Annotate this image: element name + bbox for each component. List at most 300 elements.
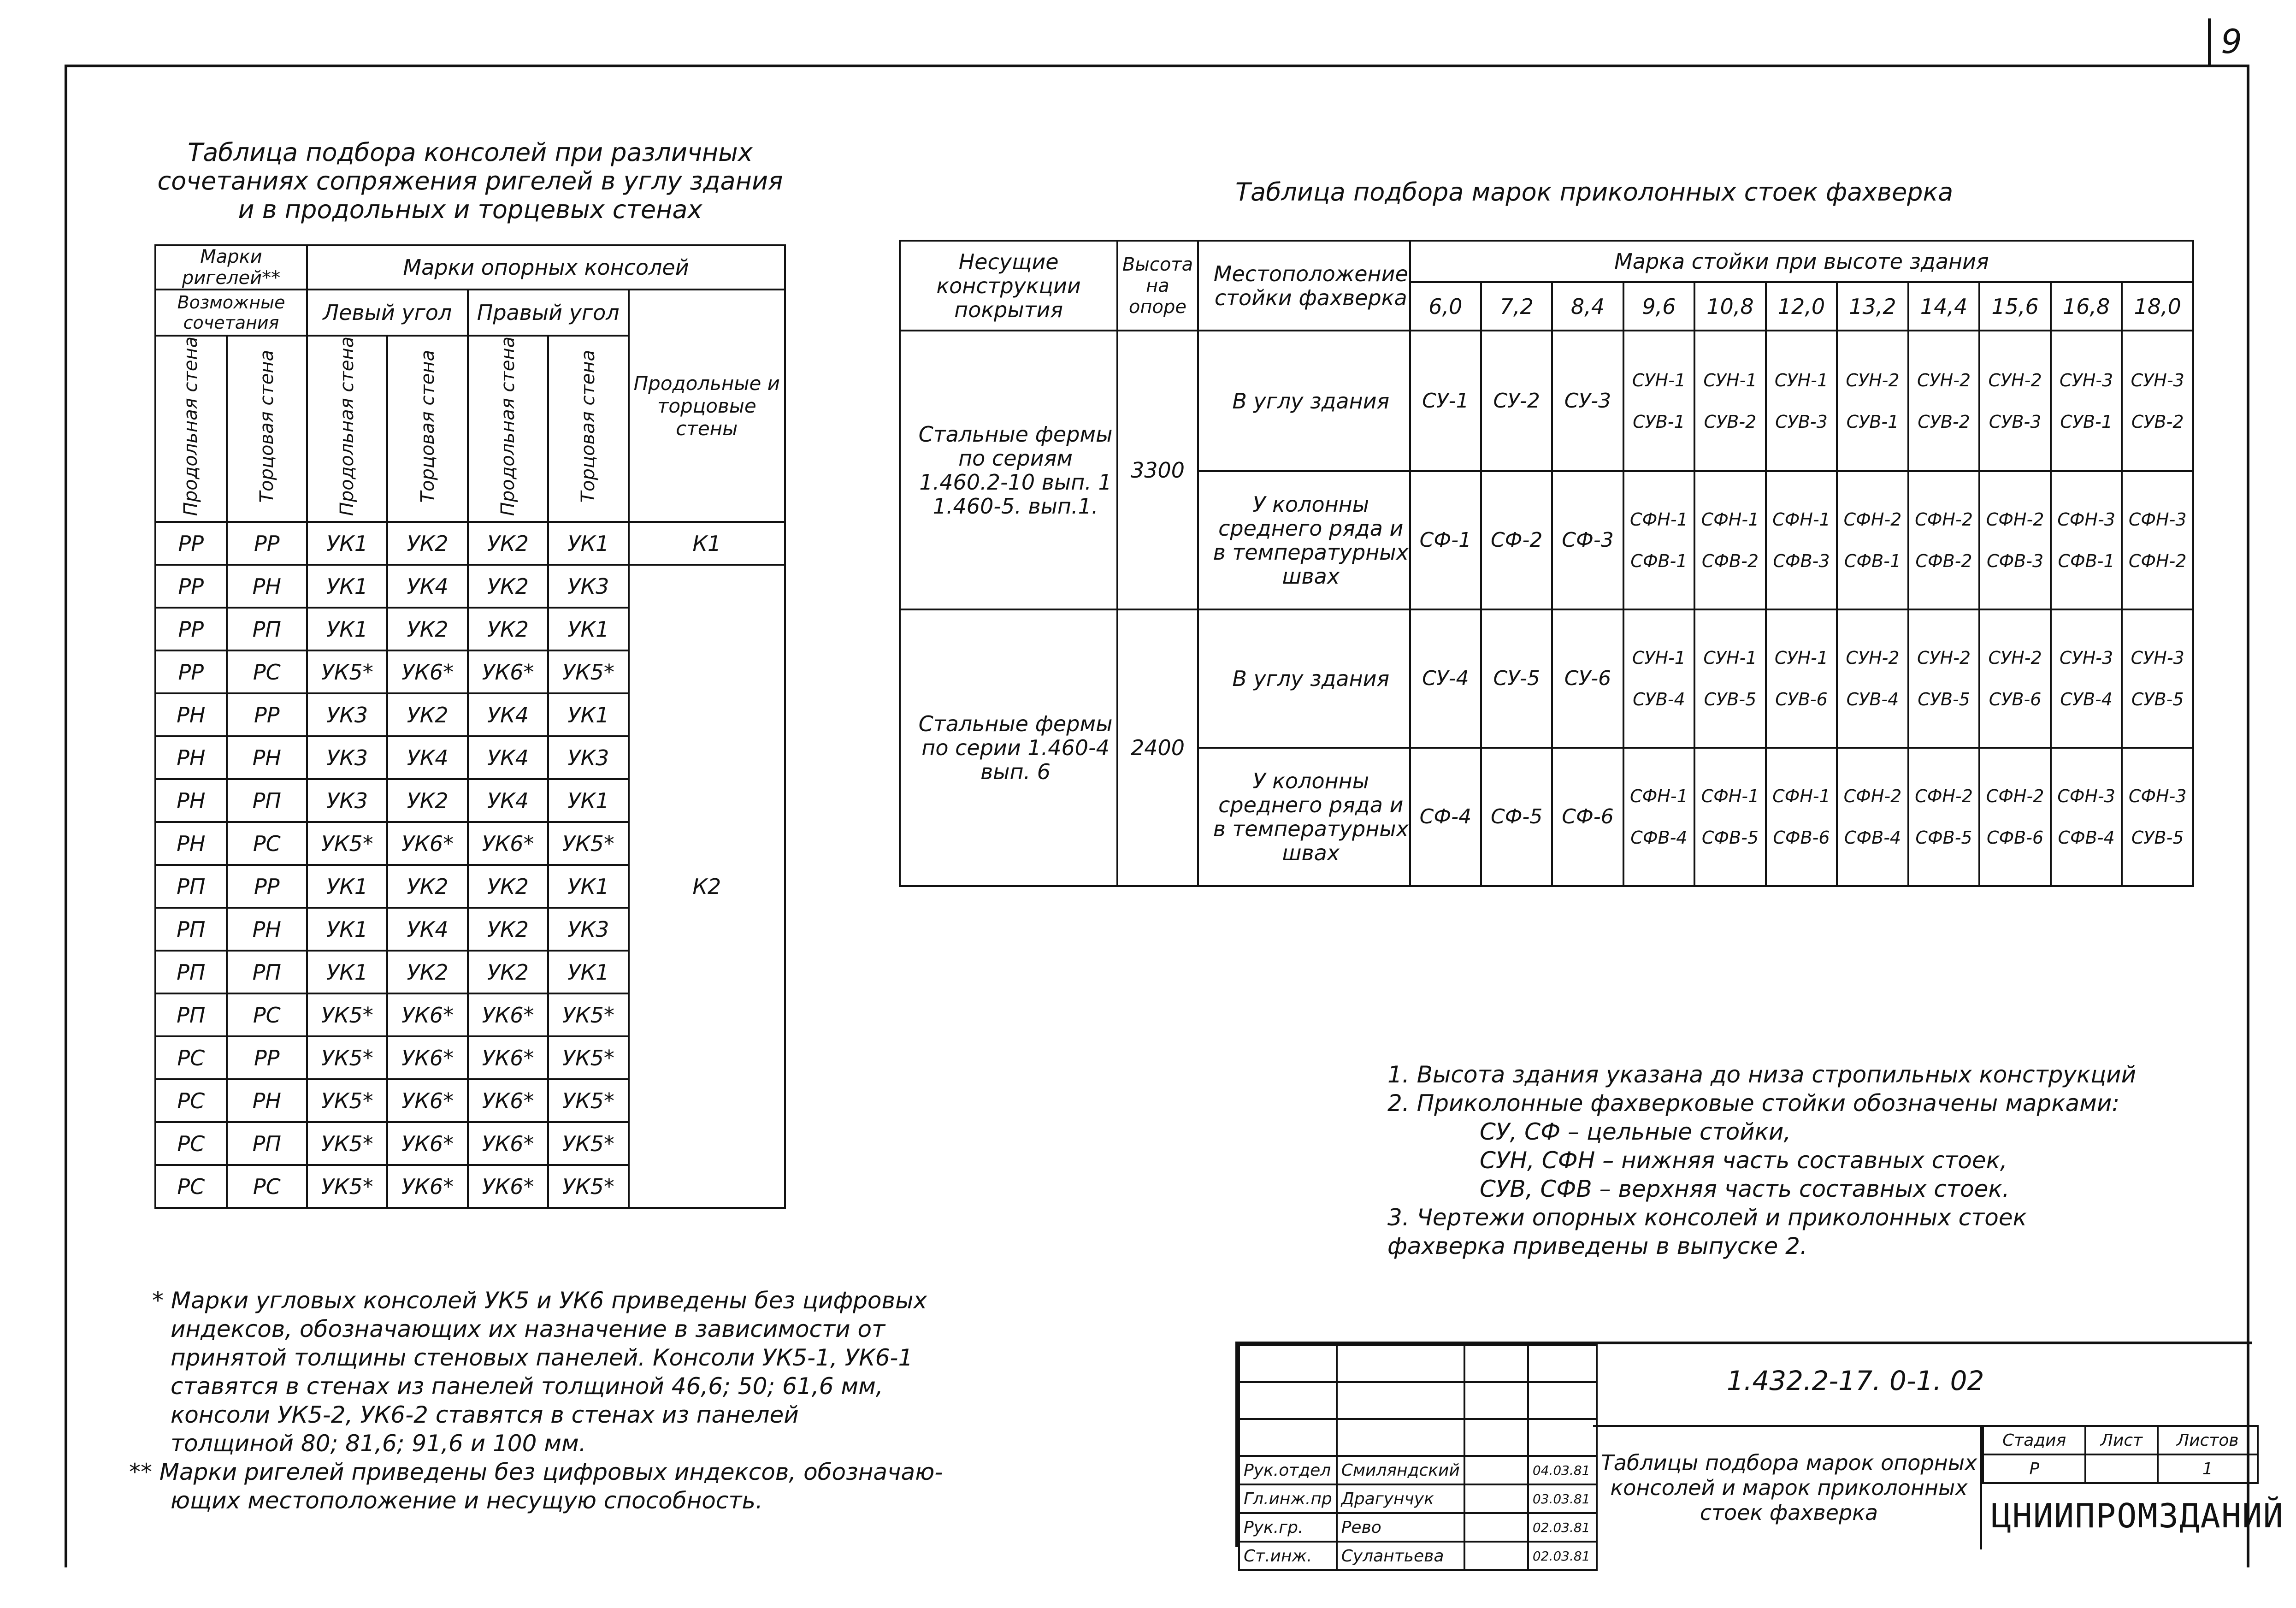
header-rigel-marks: Марки ригелей** (155, 245, 307, 290)
loc-middle-2: У колонны среднего ряда и в температурных швах (1198, 748, 1410, 886)
consoles-cell: УК2 (387, 951, 467, 993)
mark-value: СФВ-2 (1915, 551, 1972, 571)
mark-value: СФН-1 (1630, 509, 1688, 530)
consoles-cell: УК4 (468, 736, 548, 779)
consoles-cell: УК5* (307, 650, 387, 693)
consoles-cell: УК6* (468, 1165, 548, 1208)
signature (1464, 1484, 1528, 1513)
mark-value: СФВ-6 (1773, 828, 1830, 848)
mark-value: СУН-2 (1988, 370, 2042, 390)
mark-value: СФ-3 (1562, 528, 1614, 552)
person-date: 02.03.81 (1528, 1513, 1597, 1542)
consoles-cell: РН (227, 1079, 307, 1122)
mark-cell (1481, 748, 1552, 886)
note-2b: СУН, СФН – нижняя часть составных стоек, (1480, 1147, 2007, 1174)
sheet-label: Лист (2085, 1426, 2157, 1454)
footnote-1-line-1: * Марки угловых консолей УК5 и УК6 приведены без цифровых (152, 1287, 927, 1314)
mark-cell (1908, 331, 1980, 471)
mark-value: СУВ-5 (2131, 828, 2184, 848)
consoles-cell: РР (227, 865, 307, 908)
sheets-label: Листов (2158, 1426, 2258, 1454)
consoles-cell: РС (227, 650, 307, 693)
mark-value: СУВ-5 (1918, 689, 1970, 709)
col-right-end: Торцовая стена (548, 336, 628, 522)
consoles-cell: УК5* (307, 1122, 387, 1165)
height-header: 16,8 (2051, 282, 2122, 331)
col-right-long: Продольная стена (468, 336, 548, 522)
mark-cell (2051, 331, 2122, 471)
header-combos: Возможные сочетания (155, 290, 307, 336)
loc-middle-1: У колонны среднего ряда и в температурных швах (1198, 471, 1410, 609)
consoles-cell: РН (155, 736, 227, 779)
consoles-cell: УК3 (307, 736, 387, 779)
consoles-cell: РП (227, 1122, 307, 1165)
signature (1464, 1456, 1528, 1484)
consoles-cell: УК6* (387, 993, 467, 1036)
height-header: 13,2 (1837, 282, 1908, 331)
footnote-2-line-1: ** Марки ригелей приведены без цифровых индексов, обозначаю- (129, 1459, 943, 1485)
consoles-cell: УК2 (468, 565, 548, 608)
sheet-value (2085, 1454, 2157, 1483)
consoles-cell: УК2 (387, 693, 467, 736)
consoles-cell: УК1 (548, 522, 628, 565)
mark-cell (1694, 331, 1766, 471)
consoles-cell: УК5* (307, 822, 387, 865)
consoles-cell: УК1 (548, 951, 628, 993)
mark-cell (2122, 471, 2193, 609)
mark-value: СФ-4 (1419, 805, 1472, 828)
mark-value: СУН-3 (2131, 370, 2184, 390)
mark-cell (2122, 748, 2193, 886)
consoles-cell: УК5* (307, 1165, 387, 1208)
consoles-cell: УК6* (387, 1122, 467, 1165)
consoles-cell: УК4 (468, 779, 548, 822)
col-longitudinal: Продольная стена (155, 336, 227, 522)
mark-value: СФВ-5 (1701, 828, 1759, 848)
consoles-cell: УК1 (307, 908, 387, 951)
note-3: 3. Чертежи опорных консолей и приколонных стоек фахверка приведены в выпуске 2. (1387, 1204, 2027, 1259)
title-block (1235, 1342, 2284, 1566)
consoles-cell: УК6* (468, 1122, 548, 1165)
mark-value: СФ-6 (1562, 805, 1614, 828)
stage-box (1980, 1425, 2284, 1549)
stage-value: Р (1983, 1454, 2085, 1483)
mark-cell (1623, 609, 1695, 748)
height-header: 18,0 (2122, 282, 2193, 331)
notes (1387, 1060, 2208, 1260)
signature-row (1239, 1513, 1597, 1542)
stage-label: Стадия (1983, 1426, 2085, 1454)
h-height-on-support: Высота на опоре (1117, 241, 1198, 331)
signature-row (1239, 1484, 1597, 1513)
mark-value: СУВ-1 (1633, 411, 1685, 432)
consoles-cell: УК2 (468, 865, 548, 908)
organization-logo: ЦНИИПРОМЗДАНИЙ (1991, 1496, 2284, 1535)
consoles-cell: УК6* (468, 822, 548, 865)
person-role: Ст.инж. (1239, 1542, 1337, 1570)
note-2c: СУВ, СФВ – верхняя часть составных стоек. (1480, 1176, 2010, 1202)
mark-value: СУВ-2 (2131, 411, 2184, 432)
mark-value: СУН-1 (1703, 648, 1757, 668)
mark-value: СФН-1 (1772, 786, 1830, 806)
loc-corner-2: В углу здания (1198, 609, 1410, 748)
mark-cell (1481, 331, 1552, 471)
mark-value: СФН-1 (1701, 786, 1759, 806)
consoles-cell: РС (155, 1122, 227, 1165)
consoles-cell: УК6* (468, 1079, 548, 1122)
mark-value: СУВ-2 (1704, 411, 1757, 432)
mark-value: СФН-3 (2057, 786, 2115, 806)
person-date: 02.03.81 (1528, 1542, 1597, 1570)
col-left-end: Торцовая стена (387, 336, 467, 522)
consoles-cell: УК3 (548, 736, 628, 779)
height-header: 9,6 (1623, 282, 1695, 331)
mark-cell (1481, 471, 1552, 609)
mark-value: СУВ-4 (1846, 689, 1899, 709)
consoles-cell: УК6* (387, 650, 467, 693)
consoles-cell: РН (227, 908, 307, 951)
person-date: 04.03.81 (1528, 1456, 1597, 1484)
mark-value: СФВ-1 (1630, 551, 1688, 571)
h-location: Местоположение стойки фахверка (1198, 241, 1410, 331)
consoles-cell: УК4 (387, 565, 467, 608)
consoles-cell: РР (155, 522, 227, 565)
header-right-corner: Правый угол (468, 290, 629, 336)
group2-height: 2400 (1117, 609, 1198, 886)
mark-value: СФВ-4 (1844, 828, 1901, 848)
person-role: Рук.гр. (1239, 1513, 1337, 1542)
consoles-cell: УК2 (387, 608, 467, 650)
mark-value: СУН-2 (1846, 370, 1900, 390)
mark-cell (1623, 748, 1695, 886)
mark-value: СУВ-6 (1989, 689, 2042, 709)
mark-value: СУВ-5 (2131, 689, 2184, 709)
consoles-row (155, 522, 785, 565)
mark-value: СУ-2 (1493, 389, 1540, 413)
mark-cell (1552, 748, 1623, 886)
mark-value: СФН-3 (2057, 509, 2115, 530)
mark-value: СФН-2 (1843, 509, 1902, 530)
footnote-1-line-5: консоли УК5-2, УК6-2 ставятся в стенах из панелей (171, 1401, 799, 1428)
mark-value: СУВ-4 (2060, 689, 2113, 709)
group2-label: Стальные фермы по серии 1.460-4 вып. 6 (900, 609, 1117, 886)
loc-corner-1: В углу здания (1198, 331, 1410, 471)
signature-row (1239, 1456, 1597, 1484)
height-header: 7,2 (1481, 282, 1552, 331)
consoles-cell: УК5* (307, 1079, 387, 1122)
person-name: Драгунчук (1337, 1484, 1464, 1513)
mark-value: СУВ-4 (1633, 689, 1685, 709)
consoles-cell: УК5* (548, 822, 628, 865)
mark-value: СУН-1 (1774, 370, 1829, 390)
footnotes (129, 1286, 982, 1515)
consoles-cell: УК2 (387, 522, 467, 565)
signature (1464, 1513, 1528, 1542)
mark-value: СФВ-1 (1844, 551, 1901, 571)
page-number: 9 (2208, 18, 2252, 65)
mark-value: СФ-2 (1490, 528, 1543, 552)
fachwerk-columns-table (899, 240, 2194, 887)
mark-value: СФН-1 (1630, 786, 1688, 806)
k1-cell: К1 (629, 522, 785, 565)
left-table-title: Таблица подбора консолей при различных сочетаниях сопряжения ригелей в углу здания и в продольных и торцевых стенах (157, 138, 783, 224)
consoles-cell: УК2 (468, 951, 548, 993)
consoles-cell: РН (155, 693, 227, 736)
mark-value: СУВ-2 (1918, 411, 1970, 432)
height-header: 12,0 (1766, 282, 1837, 331)
mark-value: СФ-5 (1490, 805, 1543, 828)
person-role: Гл.инж.пр (1239, 1484, 1337, 1513)
mark-cell (1837, 609, 1908, 748)
mark-value: СУ-4 (1422, 667, 1469, 690)
mark-value: СФН-2 (2128, 551, 2187, 571)
mark-cell (1837, 471, 1908, 609)
consoles-cell: УК2 (387, 779, 467, 822)
signature-grid (1238, 1344, 1598, 1571)
mark-cell (1552, 331, 1623, 471)
mark-cell (2051, 471, 2122, 609)
mark-cell (1766, 609, 1837, 748)
mark-value: СУН-2 (1917, 370, 1971, 390)
consoles-cell: УК3 (307, 779, 387, 822)
consoles-cell: УК5* (307, 1036, 387, 1079)
consoles-cell: УК5* (548, 993, 628, 1036)
consoles-cell: УК6* (468, 993, 548, 1036)
mark-cell (1694, 471, 1766, 609)
mark-cell (1908, 471, 1980, 609)
mark-cell (2122, 609, 2193, 748)
mark-value: СФВ-4 (2058, 828, 2115, 848)
mark-value: СУВ-1 (1846, 411, 1899, 432)
header-left-corner: Левый угол (307, 290, 468, 336)
footnote-1-line-3: принятой толщины стеновых панелей. Консоли УК5-1, УК6-1 (171, 1344, 913, 1371)
mark-value: СФН-2 (1915, 509, 1973, 530)
mark-value: СУ-1 (1422, 389, 1469, 413)
mark-value: СФН-1 (1701, 509, 1759, 530)
consoles-cell: РР (155, 608, 227, 650)
mark-cell (1552, 609, 1623, 748)
mark-cell (1410, 748, 1481, 886)
consoles-cell: РС (155, 1036, 227, 1079)
consoles-cell: УК1 (307, 865, 387, 908)
consoles-cell: УК1 (307, 608, 387, 650)
note-2: 2. Приколонные фахверковые стойки обозначены марками: (1387, 1090, 2120, 1117)
consoles-cell: РС (227, 822, 307, 865)
consoles-cell: УК1 (307, 522, 387, 565)
mark-value: СФВ-3 (1986, 551, 2044, 571)
height-header: 6,0 (1410, 282, 1481, 331)
mark-value: СФВ-4 (1630, 828, 1688, 848)
consoles-cell: УК2 (468, 608, 548, 650)
consoles-cell: РП (155, 951, 227, 993)
consoles-cell: РН (227, 565, 307, 608)
consoles-cell: УК5* (548, 1122, 628, 1165)
mark-cell (1481, 609, 1552, 748)
mark-value: СФН-2 (1915, 786, 1973, 806)
consoles-cell: УК5* (548, 650, 628, 693)
consoles-cell: РП (155, 993, 227, 1036)
mark-cell (1979, 748, 2051, 886)
person-date: 03.03.81 (1528, 1484, 1597, 1513)
note-2a: СУ, СФ – цельные стойки, (1480, 1118, 1791, 1145)
consoles-cell: УК1 (548, 693, 628, 736)
consoles-cell: РР (227, 1036, 307, 1079)
consoles-cell: РП (227, 951, 307, 993)
mark-cell (1908, 609, 1980, 748)
doc-code: 1.432.2-17. 0-1. 02 (1727, 1365, 1984, 1396)
mark-cell (1837, 331, 1908, 471)
person-name: Рево (1337, 1513, 1464, 1542)
mark-value: СУН-2 (1917, 648, 1971, 668)
mark-cell (2122, 331, 2193, 471)
footnote-1-line-6: толщиной 80; 81,6; 91,6 и 100 мм. (171, 1430, 586, 1457)
consoles-cell: РП (155, 865, 227, 908)
mark-cell (1623, 331, 1695, 471)
consoles-cell: УК1 (548, 865, 628, 908)
mark-value: СУН-3 (2131, 648, 2184, 668)
person-name: Смиляндский (1337, 1456, 1464, 1484)
mark-value: СФН-2 (1843, 786, 1902, 806)
mark-value: СУН-2 (1846, 648, 1900, 668)
mark-cell (1766, 748, 1837, 886)
consoles-cell: УК3 (548, 908, 628, 951)
consoles-cell: УК6* (387, 822, 467, 865)
consoles-row (155, 565, 785, 608)
mark-cell (1908, 748, 1980, 886)
mark-value: СФВ-2 (1701, 551, 1759, 571)
signature (1464, 1542, 1528, 1570)
consoles-cell: УК6* (468, 1036, 548, 1079)
note-1: 1. Высота здания указана до низа стропильных конструкций (1387, 1061, 2137, 1088)
height-header: 8,4 (1552, 282, 1623, 331)
group1-height: 3300 (1117, 331, 1198, 609)
mark-value: СФ-1 (1419, 528, 1472, 552)
mark-cell (1979, 609, 2051, 748)
sheet-title: Таблицы подбора марок опорных консолей и марок приколонных стоек фахверка (1600, 1450, 1977, 1525)
consoles-cell: РС (227, 993, 307, 1036)
mark-cell (1694, 609, 1766, 748)
mark-value: СУН-1 (1774, 648, 1829, 668)
height-header: 14,4 (1908, 282, 1980, 331)
consoles-cell: УК3 (548, 565, 628, 608)
consoles-cell: УК2 (468, 522, 548, 565)
h-structures: Несущие конструкции покрытия (900, 241, 1117, 331)
footnote-1-line-2: индексов, обозначающих их назначение в зависимости от (171, 1316, 885, 1342)
consoles-cell: УК5* (548, 1165, 628, 1208)
sheets-value: 1 (2158, 1454, 2258, 1483)
consoles-cell: РП (227, 608, 307, 650)
consoles-cell: УК5* (307, 993, 387, 1036)
col-end: Торцовая стена (227, 336, 307, 522)
mark-cell (1766, 471, 1837, 609)
mark-cell (1410, 471, 1481, 609)
mark-cell (1623, 471, 1695, 609)
stage-table (1982, 1425, 2259, 1484)
mark-value: СФВ-1 (2058, 551, 2115, 571)
consoles-cell: УК4 (387, 908, 467, 951)
mark-value: СУ-6 (1564, 667, 1611, 690)
height-header: 10,8 (1694, 282, 1766, 331)
mark-value: СУН-3 (2060, 370, 2113, 390)
consoles-cell: РР (155, 650, 227, 693)
mark-value: СУН-1 (1703, 370, 1757, 390)
mark-cell (1979, 331, 2051, 471)
mark-value: СУН-2 (1988, 648, 2042, 668)
group1-label: Стальные фермы по сериям 1.460.2-10 вып. 1 1.460-5. вып.1. (900, 331, 1117, 609)
consoles-cell: УК4 (387, 736, 467, 779)
consoles-cell: РП (155, 908, 227, 951)
consoles-cell: УК4 (468, 693, 548, 736)
person-name: Сулантьева (1337, 1542, 1464, 1570)
header-console-marks: Марки опорных консолей (307, 245, 785, 290)
mark-cell (1552, 471, 1623, 609)
consoles-cell: РР (227, 693, 307, 736)
mark-value: СУ-5 (1493, 667, 1540, 690)
consoles-cell: РН (155, 822, 227, 865)
consoles-cell: УК5* (548, 1079, 628, 1122)
mark-value: СУН-1 (1632, 370, 1686, 390)
mark-value: СФН-1 (1772, 509, 1830, 530)
consoles-cell: УК5* (548, 1036, 628, 1079)
mark-value: СФВ-6 (1986, 828, 2044, 848)
mark-value: СУВ-3 (1775, 411, 1828, 432)
height-header: 15,6 (1979, 282, 2051, 331)
consoles-cell: УК2 (468, 908, 548, 951)
footnote-2-line-2: ющих местоположение и несущую способность. (171, 1487, 763, 1514)
mark-value: СУВ-5 (1704, 689, 1757, 709)
header-long-end-walls: Продольные и торцовые стены (629, 290, 785, 522)
consoles-cell: УК6* (387, 1079, 467, 1122)
consoles-cell: УК1 (307, 565, 387, 608)
col-left-long: Продольная стена (307, 336, 387, 522)
signature-row (1239, 1542, 1597, 1570)
mark-value: СФВ-5 (1915, 828, 1972, 848)
consoles-cell: УК1 (307, 951, 387, 993)
mark-value: СФВ-3 (1773, 551, 1830, 571)
k2-cell: К2 (629, 565, 785, 1208)
mark-value: СФН-2 (1986, 786, 2044, 806)
consoles-cell: РП (227, 779, 307, 822)
footnote-1-line-4: ставятся в стенах из панелей толщиной 46,6; 50; 61,6 мм, (171, 1373, 883, 1400)
consoles-cell: РН (155, 779, 227, 822)
consoles-cell: УК1 (548, 608, 628, 650)
mark-value: СУВ-3 (1989, 411, 2042, 432)
consoles-cell: УК1 (548, 779, 628, 822)
mark-cell (1837, 748, 1908, 886)
mark-value: СФН-2 (1986, 509, 2044, 530)
mark-cell (1766, 331, 1837, 471)
mark-cell (1979, 471, 2051, 609)
h-mark: Марка стойки при высоте здания (1410, 241, 2193, 282)
mark-cell (1410, 609, 1481, 748)
consoles-cell: РС (155, 1079, 227, 1122)
mark-value: СУ-3 (1564, 389, 1611, 413)
right-table-title: Таблица подбора марок приколонных стоек фахверка (1235, 177, 1954, 207)
consoles-cell: РС (155, 1165, 227, 1208)
mark-cell (2051, 748, 2122, 886)
consoles-cell: РС (227, 1165, 307, 1208)
mark-cell (2051, 609, 2122, 748)
mark-value: СУН-1 (1632, 648, 1686, 668)
mark-cell (1694, 748, 1766, 886)
consoles-cell: УК6* (468, 650, 548, 693)
consoles-table (154, 244, 786, 1209)
consoles-cell: УК6* (387, 1036, 467, 1079)
mark-value: СУН-3 (2060, 648, 2113, 668)
mark-value: СУВ-1 (2060, 411, 2113, 432)
consoles-cell: УК3 (307, 693, 387, 736)
mark-value: СФН-3 (2128, 509, 2187, 530)
